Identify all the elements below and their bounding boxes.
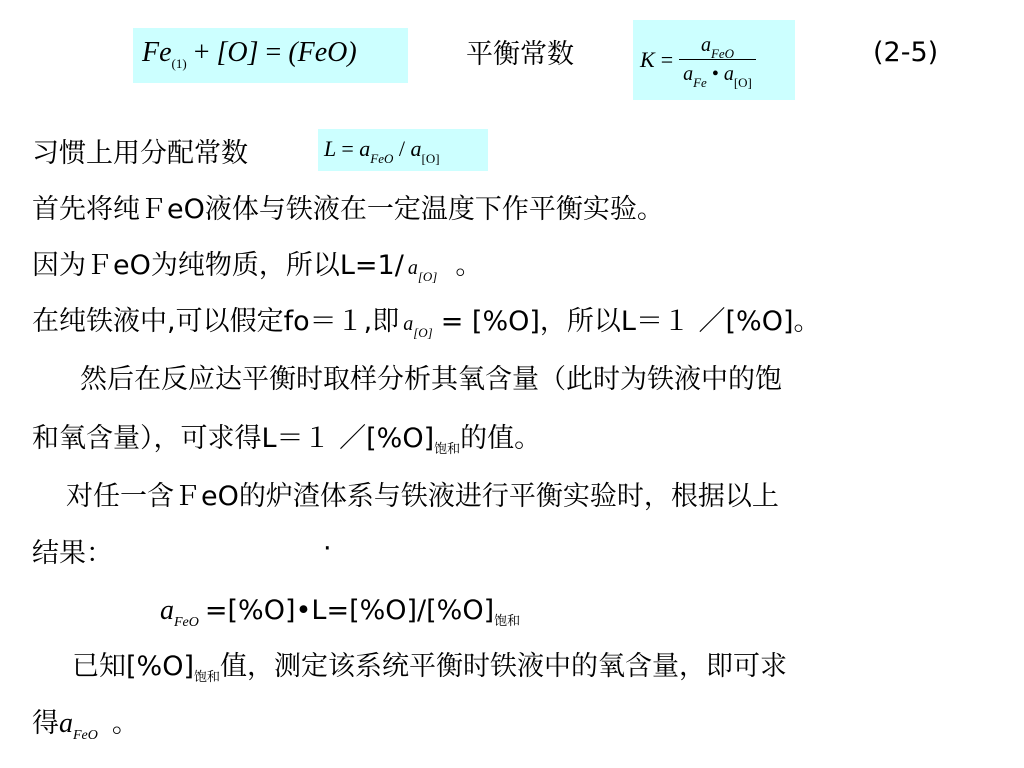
- eq1-plus: +: [193, 37, 210, 68]
- eq1-feo: (FeO): [288, 37, 357, 68]
- equilibrium-constant-equation: [640, 24, 756, 96]
- eq2-numerator: $a_{FeO}$: [700, 33, 735, 61]
- line-pure-iron: 在纯铁液中,可以假定fo＝１,即 $a_{[O]} = [\%O]$，所以L＝１ ／[%O]。: [32, 306, 821, 340]
- line-obtain: 得$a_{FeO}$ 。: [32, 708, 139, 743]
- stray-dot: ·: [323, 533, 332, 564]
- line-slag-system: 对任一含ＦeO的炉渣体系与铁液进行平衡实验时，根据以上: [66, 481, 779, 512]
- eq1-fe-sub: (1): [171, 56, 187, 71]
- eq2-denominator: $a_{Fe}$ • $a_{[O]}$: [679, 59, 756, 88]
- eq1-equals: =: [265, 37, 282, 68]
- line-experiment: 首先将纯ＦeO液体与铁液在一定温度下作平衡实验。: [32, 194, 664, 225]
- line-activity-formula: $a_{FeO}$ $=[\%O]•L=[\%O]/[\%O]_{饱和}$: [160, 595, 521, 630]
- eq2-fraction: [679, 33, 756, 88]
- line1-text: 习惯上用分配常数: [32, 138, 248, 169]
- line-pure-feo: 因为ＦeO为纯物质，所以L=1/ $a_{[O]}$ 。: [32, 250, 483, 284]
- line-saturated: 和氧含量），可求得L＝１ $/[\%O]_{饱和}$的值。: [32, 423, 542, 457]
- partition-constant-equation: $L = a_{FeO} / a_{[O]}$: [324, 136, 440, 166]
- eq1-fe: Fe: [142, 37, 172, 68]
- line-partition-constant: [32, 137, 248, 171]
- line-known-value: 已知$[\%O]_{饱和}$值，测定该系统平衡时铁液中的氧含量，即可求: [72, 651, 787, 685]
- equilibrium-constant-label: 平衡常数: [466, 39, 574, 70]
- equation-number: (2-5): [873, 37, 939, 68]
- reaction-equation: [142, 36, 357, 74]
- eq1-oxygen: [O]: [216, 37, 259, 68]
- line-result: 结果：: [32, 538, 113, 569]
- eq2-equals: =: [660, 47, 674, 72]
- eq2-k: K: [640, 47, 655, 72]
- line-sampling: 然后在反应达平衡时取样分析其氧含量（此时为铁液中的饱: [80, 364, 782, 395]
